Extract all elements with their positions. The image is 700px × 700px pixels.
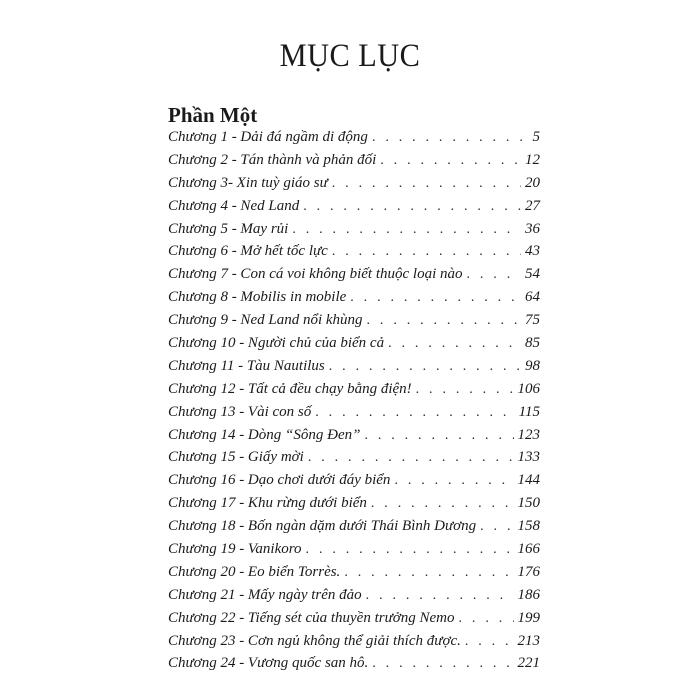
toc-entry-label: Chương 12 - Tất cả đều chạy bằng điện! <box>168 380 412 397</box>
toc-entry <box>168 518 540 541</box>
toc-dot-leader <box>364 428 513 444</box>
toc-dot-leader <box>371 496 514 512</box>
toc-entry-page-number: 64 <box>525 289 540 306</box>
toc-entry <box>168 449 540 472</box>
toc-dot-leader <box>366 588 514 604</box>
toc-entry-page-number: 85 <box>525 335 540 352</box>
toc-entry-label: Chương 11 - Tàu Nautilus <box>168 357 325 374</box>
toc-dot-leader <box>332 244 521 260</box>
toc-dot-leader <box>344 565 513 581</box>
toc-dot-leader <box>394 473 513 489</box>
toc-entry-page-number: 144 <box>517 472 540 489</box>
toc-entry-page-number: 27 <box>525 197 540 214</box>
toc-entry <box>168 633 540 656</box>
toc-entry-page-number: 221 <box>517 655 540 672</box>
toc-entry-label: Chương 19 - Vanikoro <box>168 541 302 558</box>
toc-entry-label: Chương 1 - Dải đá ngầm di động <box>168 129 368 145</box>
toc-entry-label: Chương 6 - Mở hết tốc lực <box>168 243 328 260</box>
toc-entry-label: Chương 7 - Con cá voi không biết thuộc loại nào <box>168 266 463 283</box>
toc-dot-leader <box>329 359 521 375</box>
toc-entry-label: Chương 9 - Ned Land nổi khùng <box>168 312 363 329</box>
toc-entry <box>168 564 540 587</box>
toc-entry <box>168 152 540 175</box>
toc-entry-page-number: 75 <box>525 312 540 329</box>
toc-entry <box>168 129 540 152</box>
toc-entry-label: Chương 23 - Cơn ngủ không thể giải thích được. <box>168 632 461 649</box>
toc-entry-page-number: 43 <box>525 243 540 260</box>
toc-entry <box>168 312 540 335</box>
toc-dot-leader <box>292 222 521 238</box>
toc-entry <box>168 243 540 266</box>
toc-entry-label: Chương 4 - Ned Land <box>168 197 300 214</box>
toc-entry <box>168 610 540 633</box>
toc-entry-page-number: 12 <box>525 151 540 168</box>
toc-entry <box>168 198 540 221</box>
toc-entry-page-number: 199 <box>517 609 540 626</box>
page-title: MỤC LỤC <box>279 38 421 74</box>
toc-entry-page-number: 176 <box>517 563 540 580</box>
toc-entry-page-number: 213 <box>517 632 540 649</box>
toc-entry-label: Chương 2 - Tán thành và phản đối <box>168 151 377 168</box>
toc-dot-leader <box>467 267 522 283</box>
toc-dot-leader <box>367 313 521 329</box>
toc-entry <box>168 289 540 312</box>
toc-entry <box>168 587 540 610</box>
toc-entry-page-number: 5 <box>532 129 540 145</box>
toc-entry <box>168 495 540 518</box>
toc-dot-leader <box>372 130 522 146</box>
toc-entry-page-number: 133 <box>517 449 540 466</box>
toc-entry-page-number: 166 <box>517 541 540 558</box>
toc-dot-leader <box>465 634 514 650</box>
toc-entry-page-number: 36 <box>525 220 540 237</box>
toc-dot-leader <box>332 176 521 192</box>
toc-entry-label: Chương 17 - Khu rừng dưới biển <box>168 495 367 512</box>
toc-entry-label: Chương 24 - Vương quốc san hô. <box>168 655 369 672</box>
toc-dot-leader <box>306 542 514 558</box>
toc-dot-leader <box>303 199 521 215</box>
toc-entry <box>168 335 540 358</box>
toc-entry-page-number: 150 <box>517 495 540 512</box>
toc-entry-label: Chương 15 - Giấy mời <box>168 449 304 466</box>
toc-entry-label: Chương 14 - Dòng “Sông Đen” <box>168 426 361 443</box>
toc-dot-leader <box>416 382 514 398</box>
toc-entry <box>168 266 540 289</box>
section-heading: Phần Một <box>168 103 258 127</box>
toc-entry-label: Chương 21 - Mấy ngày trên đảo <box>168 586 362 603</box>
toc-entry-page-number: 20 <box>525 174 540 191</box>
toc-dot-leader <box>372 656 513 672</box>
toc-entry <box>168 381 540 404</box>
toc-dot-leader <box>459 611 514 627</box>
toc-entry-label: Chương 5 - May rủi <box>168 220 289 237</box>
toc-entry-label: Chương 8 - Mobilis in mobile <box>168 289 347 306</box>
toc-entry-page-number: 54 <box>525 266 540 283</box>
toc-dot-leader <box>315 405 514 421</box>
toc-entry <box>168 175 540 198</box>
toc-dot-leader <box>380 153 521 169</box>
toc-entry <box>168 221 540 244</box>
toc-entry-page-number: 186 <box>517 586 540 603</box>
toc-entry-label: Chương 10 - Người chủ của biển cả <box>168 335 385 352</box>
toc-entry <box>168 427 540 450</box>
toc-entry-page-number: 158 <box>517 518 540 535</box>
toc-entry-page-number: 98 <box>525 357 540 374</box>
table-of-contents <box>168 129 540 678</box>
toc-entry-page-number: 115 <box>518 403 540 420</box>
toc-entry-label: Chương 16 - Dạo chơi dưới đáy biển <box>168 472 391 489</box>
toc-dot-leader <box>350 290 521 306</box>
toc-entry <box>168 655 540 678</box>
toc-entry <box>168 404 540 427</box>
toc-entry-label: Chương 20 - Eo biển Torrès. <box>168 563 341 580</box>
toc-entry-label: Chương 3- Xin tuỳ giáo sư <box>168 174 328 191</box>
toc-entry-label: Chương 22 - Tiếng sét của thuyền trưởng Nemo <box>168 609 455 626</box>
toc-entry-page-number: 106 <box>517 380 540 397</box>
toc-entry <box>168 472 540 495</box>
toc-entry-page-number: 123 <box>517 426 540 443</box>
toc-dot-leader <box>308 450 514 466</box>
toc-dot-leader <box>388 336 521 352</box>
toc-entry-label: Chương 13 - Vài con số <box>168 403 312 420</box>
toc-dot-leader <box>480 519 513 535</box>
toc-entry <box>168 541 540 564</box>
toc-entry-label: Chương 18 - Bốn ngàn dặm dưới Thái Bình Dương <box>168 518 477 535</box>
toc-entry <box>168 358 540 381</box>
